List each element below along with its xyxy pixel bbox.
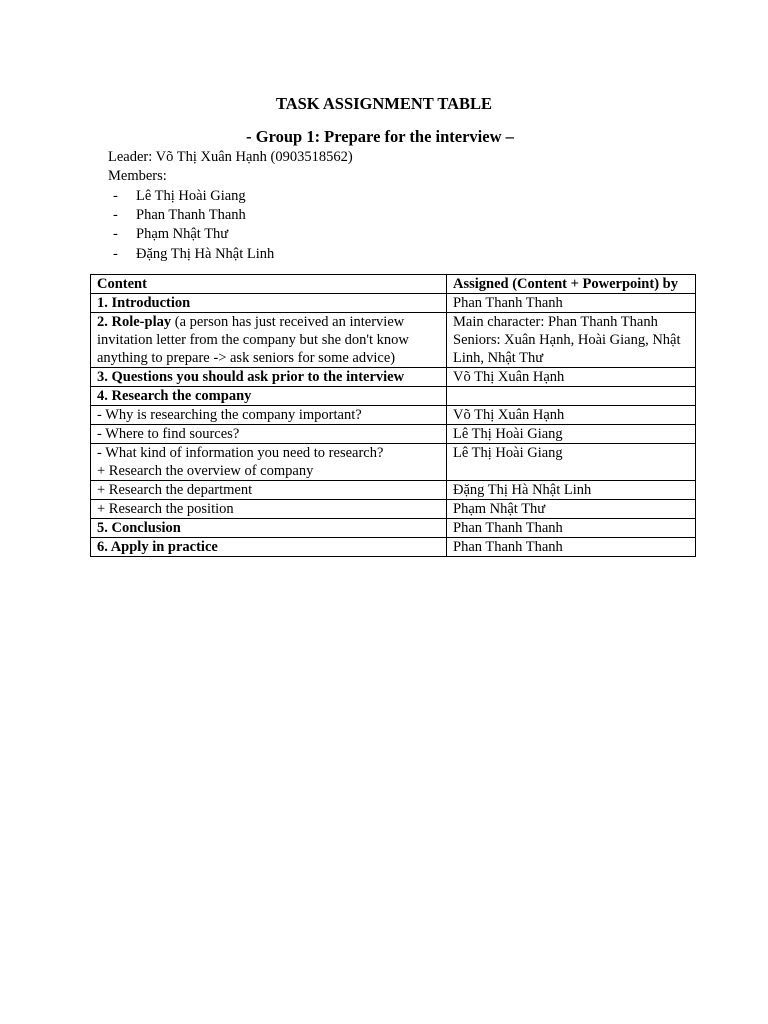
row-assigned	[447, 313, 696, 368]
page-title: TASK ASSIGNMENT TABLE	[275, 94, 493, 113]
table-row	[91, 313, 696, 368]
row-content-line: + Research the overview of company	[97, 463, 314, 479]
member-name: Đặng Thị Hà Nhật Linh	[136, 245, 275, 262]
row-content: 1. Introduction	[91, 294, 447, 313]
table-row	[91, 444, 696, 481]
row-content: 5. Conclusion	[91, 519, 447, 538]
table-row	[91, 294, 696, 313]
bullet-dash: -	[113, 226, 118, 243]
row-assigned: Lê Thị Hoài Giang	[447, 444, 696, 481]
row-assigned	[447, 387, 696, 406]
row-content-rest: (a person has just received an interview invitation letter from the company but she don't know anything to prepare -> ask seniors for some advice)	[97, 314, 409, 366]
table-row	[91, 500, 696, 519]
row-assigned: Phan Thanh Thanh	[447, 294, 696, 313]
table-row	[91, 538, 696, 557]
bullet-dash: -	[113, 207, 118, 224]
row-content	[91, 313, 447, 368]
row-content	[91, 444, 447, 481]
header-assigned: Assigned (Content + Powerpoint) by	[447, 275, 696, 294]
row-content: - Why is researching the company important?	[91, 406, 447, 425]
bullet-dash: -	[113, 245, 118, 262]
row-assigned: Đặng Thị Hà Nhật Linh	[447, 481, 696, 500]
member-name: Lê Thị Hoài Giang	[136, 188, 246, 204]
table-row	[91, 368, 696, 387]
table-row	[91, 519, 696, 538]
row-assigned-line: Seniors: Xuân Hạnh, Hoài Giang, Nhật Linh, Nhật Thư	[453, 332, 681, 366]
member-name: Phan Thanh Thanh	[136, 207, 246, 224]
member-item	[108, 187, 274, 206]
row-content: + Research the department	[91, 481, 447, 500]
header-content: Content	[91, 275, 447, 294]
row-content: - Where to find sources?	[91, 425, 447, 444]
row-assigned: Phan Thanh Thanh	[447, 519, 696, 538]
member-name: Phạm Nhật Thư	[136, 226, 229, 243]
member-item	[108, 225, 274, 244]
row-content: + Research the position	[91, 500, 447, 519]
table-row	[91, 406, 696, 425]
row-assigned: Võ Thị Xuân Hạnh	[447, 368, 696, 387]
bullet-dash: -	[113, 188, 118, 204]
leader-info: Leader: Võ Thị Xuân Hạnh (0903518562)	[108, 149, 353, 165]
member-item	[108, 245, 274, 264]
member-item	[108, 206, 274, 225]
row-assigned-line: Main character: Phan Thanh Thanh	[453, 314, 658, 330]
row-assigned: Lê Thị Hoài Giang	[447, 425, 696, 444]
group-title: - Group 1: Prepare for the interview –	[246, 127, 514, 146]
members-label: Members:	[108, 168, 167, 184]
member-list	[108, 187, 274, 264]
row-content: 4. Research the company	[91, 387, 447, 406]
row-content-bold: 2. Role-play	[97, 314, 172, 330]
task-assignment-table	[90, 274, 696, 557]
row-assigned: Phạm Nhật Thư	[447, 500, 696, 519]
table-header-row	[91, 275, 696, 294]
table-row	[91, 425, 696, 444]
table-row	[91, 387, 696, 406]
row-assigned: Võ Thị Xuân Hạnh	[447, 406, 696, 425]
row-content: 3. Questions you should ask prior to the interview	[91, 368, 447, 387]
row-content: 6. Apply in practice	[91, 538, 447, 557]
row-assigned: Phan Thanh Thanh	[447, 538, 696, 557]
row-content-line: - What kind of information you need to research?	[97, 445, 384, 461]
table-row	[91, 481, 696, 500]
